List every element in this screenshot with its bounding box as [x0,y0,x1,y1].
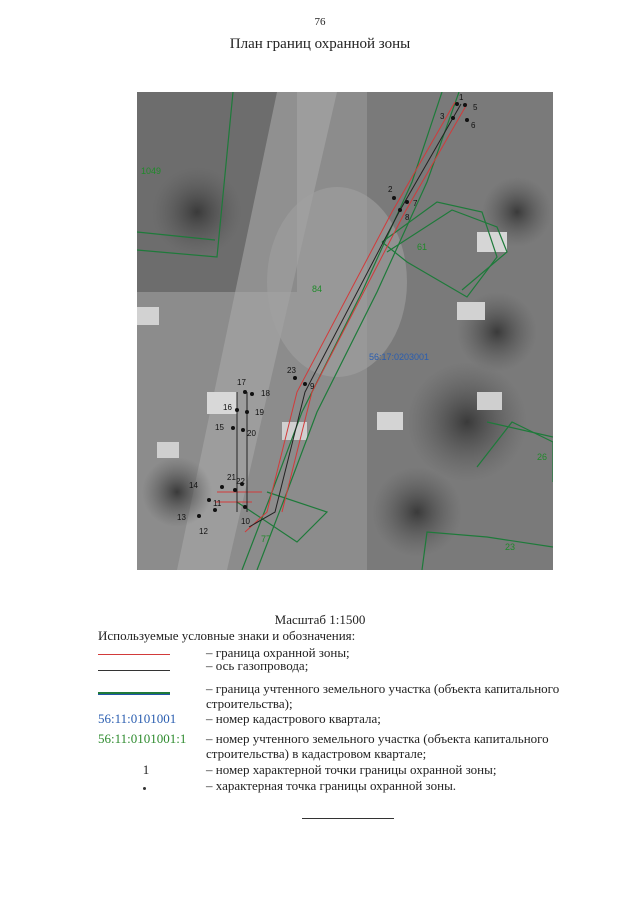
legend-desc: – граница учтенного земельного участка (объекта капитального строительства); [206,681,560,711]
point-label: 13 [177,513,186,522]
point-label: 8 [405,213,410,222]
point-label: 6 [471,121,476,130]
point-label: 22 [236,477,245,486]
legend-symbol-text: 56:11:0101001 [98,711,177,726]
map-scale: Масштаб 1:1500 [274,612,366,627]
legend-symbol [98,681,172,696]
parcel-label: 61 [417,242,428,252]
point-label: 7 [413,199,418,208]
red-line-icon [98,654,170,655]
green-line-icon [98,692,170,695]
parcel-label: 77 [261,534,272,544]
point-label: 18 [261,389,270,398]
point-label: 5 [473,103,478,112]
legend-heading: Используемые условные знаки и обозначения: [98,628,356,643]
dot-icon [143,787,146,790]
point-label: 11 [213,499,222,508]
legend-desc: – номер учтенного земельного участка (объекта капитального строительства) в кадастровом квартале; [206,731,549,761]
point-label: 3 [440,112,445,121]
point-label: 1 [459,93,464,102]
point-label: 9 [310,382,315,391]
cadastral-quarter-label: 56:17:0203001 [369,352,430,362]
point-label: 21 [227,473,236,482]
page-title: План границ охранной зоны [229,36,411,52]
legend-symbol-text: 56:11:0101001:1 [98,731,187,746]
legend-symbol [98,762,172,777]
bottom-rule [302,818,394,819]
point-label: 10 [241,517,250,526]
point-label: 16 [223,403,232,412]
point-label: 15 [215,423,224,432]
legend-desc: – ось газопровода; [206,658,309,673]
map-svg [137,92,553,570]
parcel-label: 1049 [141,166,162,176]
legend-desc: – характерная точка границы охранной зоны. [206,778,457,793]
point-label: 23 [287,366,296,375]
point-label: 12 [199,527,208,536]
page-number: 76 [314,16,326,28]
point-label: 2 [388,185,393,194]
point-label: 17 [237,378,246,387]
dark-line-icon [98,670,170,671]
legend-symbol-text: 1 [142,762,150,777]
parcel-label: 84 [312,284,323,294]
point-label: 20 [247,429,256,438]
legend-desc: – номер характерной точки границы охранной зоны; [206,762,497,777]
legend-desc: – граница охранной зоны; [206,645,350,660]
legend-desc: – номер кадастрового квартала; [206,711,381,726]
parcel-label: 26 [537,452,548,462]
aerial-map [137,92,553,570]
parcel-label: 23 [505,542,516,552]
point-label: 14 [189,481,198,490]
legend-symbol [98,658,172,673]
point-label: 19 [255,408,264,417]
legend-symbol [98,778,172,793]
